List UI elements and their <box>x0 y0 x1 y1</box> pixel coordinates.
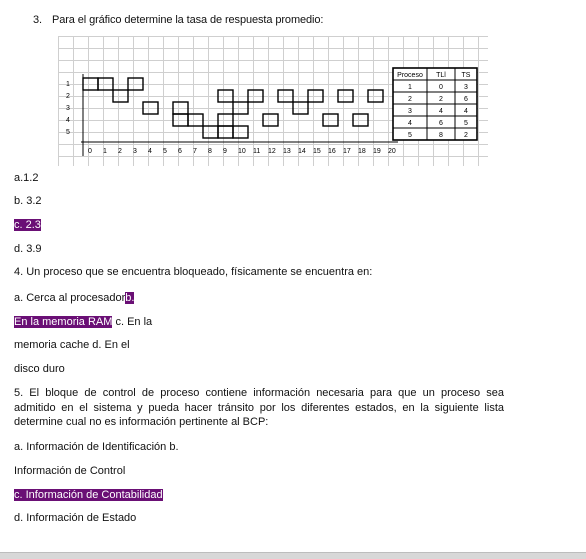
question-3 <box>33 14 323 26</box>
gantt-chart <box>58 36 488 166</box>
x-tick-label: 15 <box>313 148 321 155</box>
x-tick-label: 9 <box>223 148 227 155</box>
answer-4-line-2 <box>14 316 152 328</box>
answer-3a[interactable]: a.1.2 <box>14 172 39 184</box>
x-tick-label: 11 <box>253 148 261 155</box>
x-tick-label: 14 <box>298 148 306 155</box>
table-value: 3 <box>464 84 468 91</box>
answer-4c-end[interactable]: memoria cache <box>14 339 90 351</box>
x-tick-label: 7 <box>193 148 197 155</box>
x-tick-label: 20 <box>388 148 396 155</box>
table-value: 6 <box>464 96 468 103</box>
x-tick-label: 17 <box>343 148 351 155</box>
question-5-text: 5. El bloque de control de proceso contiene información necesaria para que un proceso sea admitido en el sistema y pueda hacer tránsito por los diferentes estados, en la siguiente lista determine cual no es información pertinente al BCP: <box>14 387 504 428</box>
answer-4-line-3 <box>14 339 130 351</box>
table-header: TS <box>461 72 471 79</box>
answer-5b[interactable]: Información de Control <box>14 465 126 477</box>
process-label: 4 <box>66 117 70 124</box>
table-header: TLl <box>436 72 446 79</box>
table-value: 2 <box>464 132 468 139</box>
x-tick-label: 6 <box>178 148 182 155</box>
table-value: 2 <box>408 96 412 103</box>
answer-5b-marker[interactable]: b. <box>166 441 179 453</box>
answer-4a[interactable]: a. Cerca al procesador <box>14 292 126 304</box>
table-value: 5 <box>464 120 468 127</box>
answer-4c-start[interactable]: c. En la <box>112 316 153 328</box>
x-tick-label: 1 <box>103 148 107 155</box>
answer-3b[interactable]: b. 3.2 <box>14 195 42 207</box>
table-value: 0 <box>439 84 443 91</box>
x-tick-label: 16 <box>328 148 336 155</box>
question-3-number: 3. <box>33 14 42 26</box>
answer-4-line-1 <box>14 292 134 304</box>
x-tick-label: 10 <box>238 148 246 155</box>
x-tick-label: 0 <box>88 148 92 155</box>
table-value: 4 <box>439 108 443 115</box>
x-tick-label: 19 <box>373 148 381 155</box>
table-value: 4 <box>408 120 412 127</box>
answer-5-line-1 <box>14 441 179 453</box>
table-value: 2 <box>439 96 443 103</box>
answer-5d[interactable]: d. Información de Estado <box>14 512 137 524</box>
table-value: 3 <box>408 108 412 115</box>
x-tick-label: 2 <box>118 148 122 155</box>
question-4-text: 4. Un proceso que se encuentra bloqueado, físicamente se encuentra en: <box>14 266 373 278</box>
x-tick-label: 13 <box>283 148 291 155</box>
answer-4b-marker[interactable]: b. <box>125 292 135 304</box>
question-3-text: Para el gráfico determine la tasa de respuesta promedio: <box>51 14 324 26</box>
answer-3d[interactable]: d. 3.9 <box>14 243 42 255</box>
answer-5c-row[interactable] <box>14 489 163 501</box>
answer-3c-row[interactable] <box>14 219 41 231</box>
table-value: 6 <box>439 120 443 127</box>
x-tick-label: 3 <box>133 148 137 155</box>
answer-4b[interactable]: En la memoria RAM <box>14 316 113 328</box>
process-label: 1 <box>66 81 70 88</box>
table-value: 4 <box>464 108 468 115</box>
answer-5a[interactable]: a. Información de Identificación <box>14 441 167 453</box>
table-value: 5 <box>408 132 412 139</box>
table-value: 8 <box>439 132 443 139</box>
x-tick-label: 18 <box>358 148 366 155</box>
process-label: 5 <box>66 129 70 136</box>
answer-3c[interactable]: c. 2.3 <box>14 219 41 231</box>
x-tick-label: 8 <box>208 148 212 155</box>
table-value: 1 <box>408 84 412 91</box>
x-tick-label: 5 <box>163 148 167 155</box>
process-label: 2 <box>66 93 70 100</box>
x-tick-label: 4 <box>148 148 152 155</box>
x-tick-label: 12 <box>268 148 276 155</box>
table-header: Proceso <box>397 72 423 79</box>
process-label: 3 <box>66 105 70 112</box>
answer-5c[interactable]: c. Información de Contabilidad <box>14 489 163 501</box>
answer-4d-start[interactable]: d. En el <box>89 339 130 351</box>
answer-4d-end[interactable]: disco duro <box>14 363 65 375</box>
